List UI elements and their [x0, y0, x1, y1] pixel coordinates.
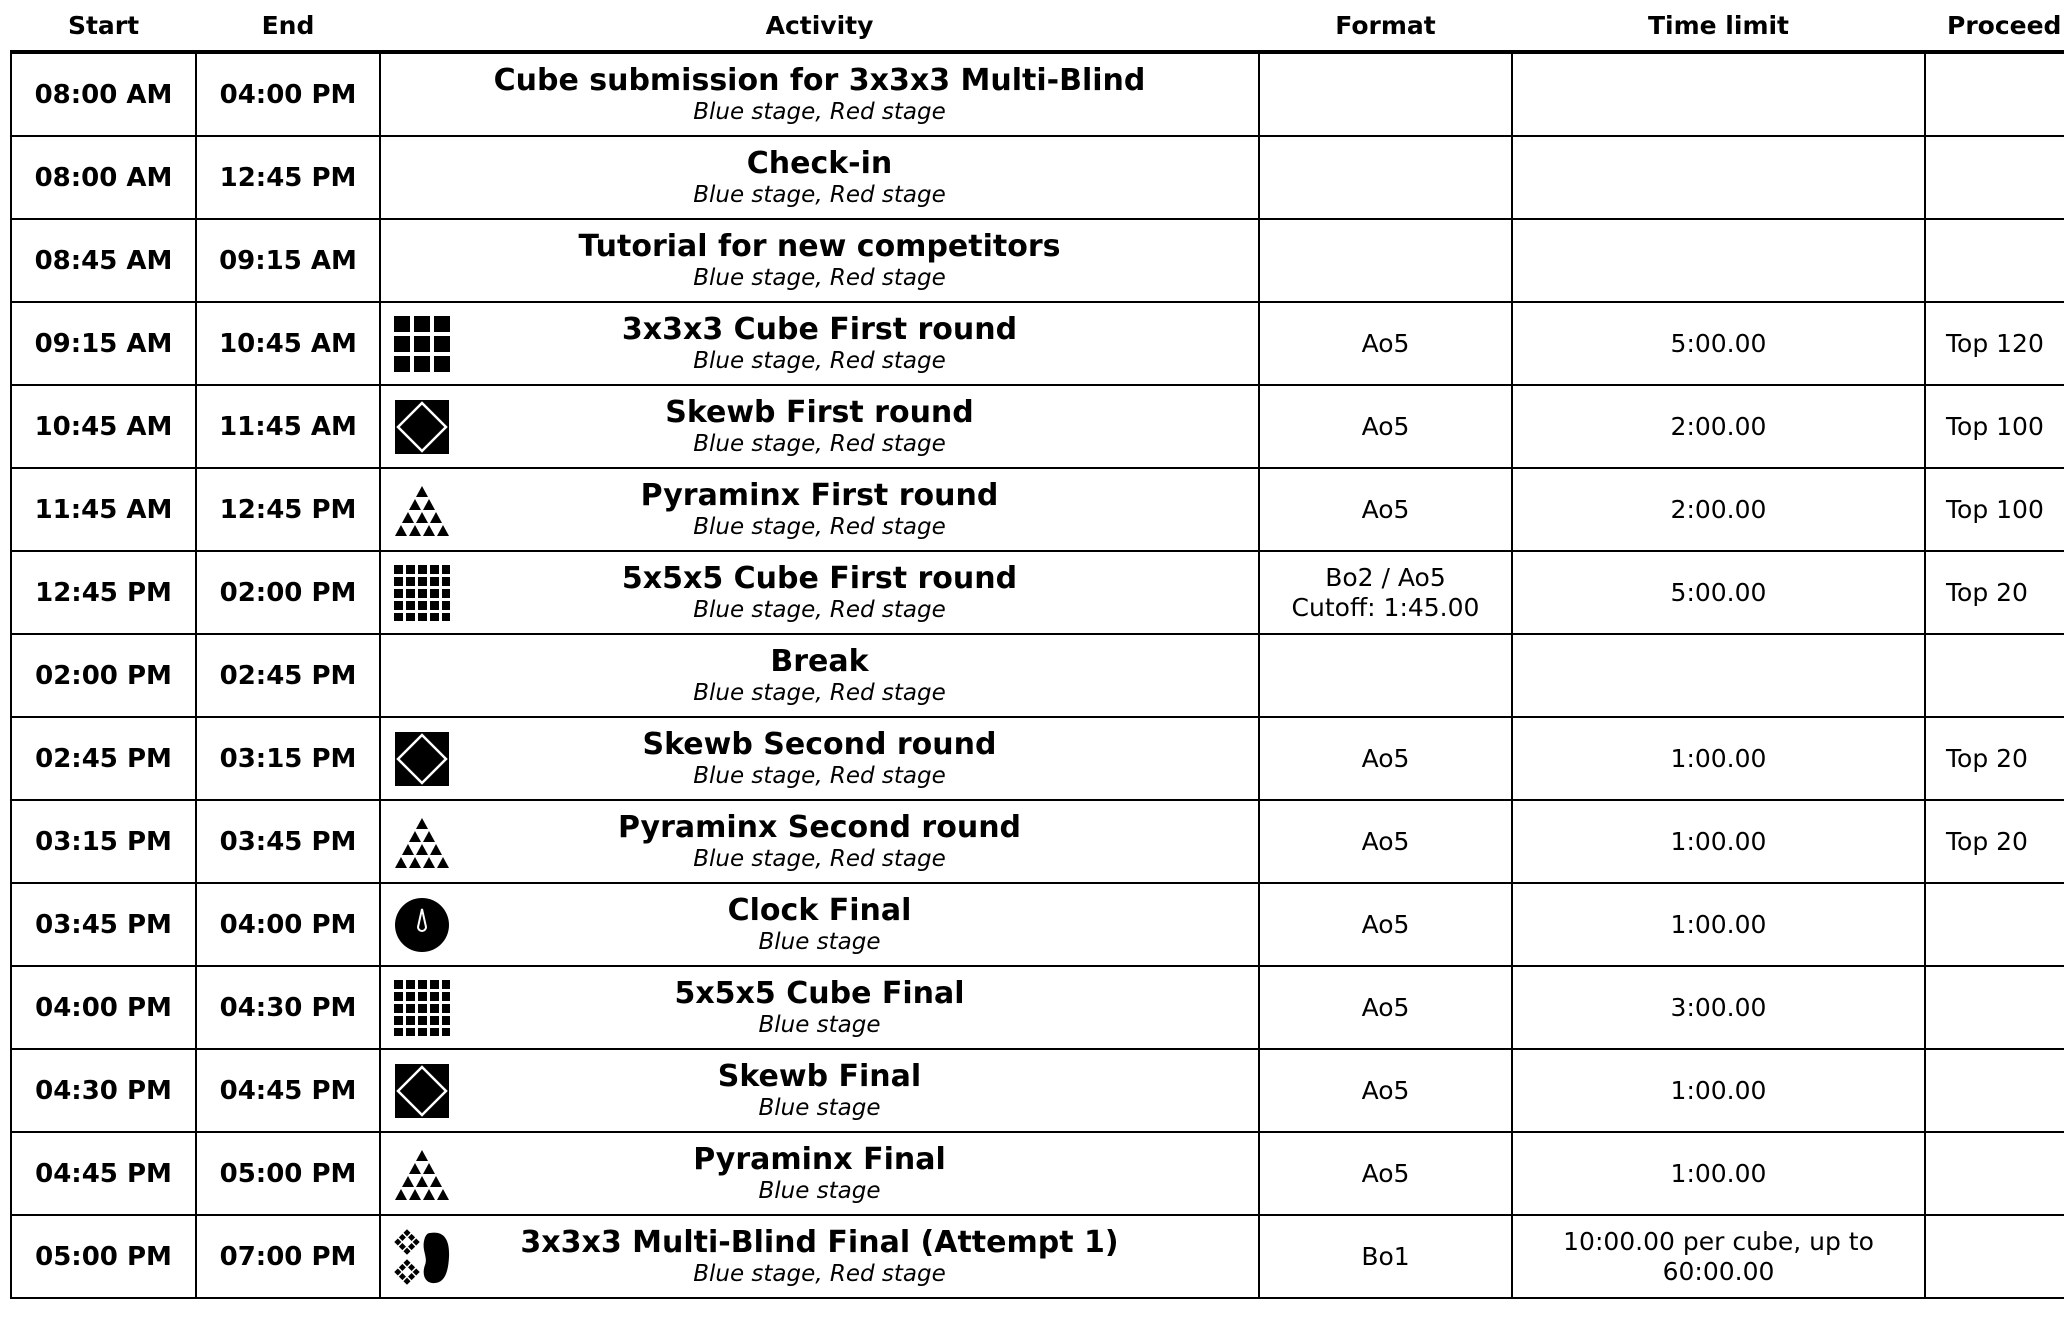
- format-value: Ao5: [1361, 494, 1410, 524]
- header-activity: Activity: [380, 0, 1259, 52]
- time-limit-value: 1:00.00: [1670, 826, 1767, 856]
- activity-room: Blue stage, Red stage: [693, 181, 946, 208]
- end-time: 05:00 PM: [196, 1132, 380, 1215]
- time-limit-cell: [1512, 717, 1925, 800]
- time-limit-value: 2:00.00: [1670, 494, 1767, 524]
- time-limit-value: 5:00.00: [1670, 577, 1767, 607]
- header-format: Format: [1259, 0, 1512, 52]
- format-value: Ao5: [1361, 1158, 1410, 1188]
- activity-cell: [380, 52, 1259, 136]
- table-row: [11, 468, 2064, 551]
- table-row: [11, 800, 2064, 883]
- start-time: 03:15 PM: [11, 800, 196, 883]
- schedule-body: [11, 52, 2064, 1298]
- time-limit-cell: [1512, 52, 1925, 136]
- table-row: [11, 1132, 2064, 1215]
- table-row: [11, 966, 2064, 1049]
- pyraminx-icon: [394, 1146, 450, 1202]
- format-value: Ao5: [1361, 1075, 1410, 1105]
- format-value: Ao5: [1361, 743, 1410, 773]
- format-cell: [1259, 136, 1512, 219]
- start-time: 03:45 PM: [11, 883, 196, 966]
- format-cell: [1259, 1215, 1512, 1298]
- format-cell: [1259, 551, 1512, 634]
- proceed-cell: Top 20: [1925, 800, 2064, 883]
- time-limit-value: 1:00.00: [1670, 1158, 1767, 1188]
- proceed-cell: Top 100: [1925, 468, 2064, 551]
- activity-room: Blue stage: [758, 1011, 881, 1038]
- proceed-cell: [1925, 883, 2064, 966]
- time-limit-value: 10:00.00 per cube, up to 60:00.00: [1563, 1226, 1874, 1286]
- time-limit-cell: [1512, 1049, 1925, 1132]
- activity-cell: [380, 302, 1259, 385]
- time-limit-value: 3:00.00: [1670, 992, 1767, 1022]
- format-cell: [1259, 883, 1512, 966]
- proceed-cell: [1925, 634, 2064, 717]
- end-time: 12:45 PM: [196, 136, 380, 219]
- format-cell: [1259, 717, 1512, 800]
- activity-cell: [380, 800, 1259, 883]
- format-cell: [1259, 1049, 1512, 1132]
- activity-room: Blue stage: [758, 1094, 881, 1121]
- table-row: [11, 1049, 2064, 1132]
- start-time: 11:45 AM: [11, 468, 196, 551]
- start-time: 05:00 PM: [11, 1215, 196, 1298]
- start-time: 08:45 AM: [11, 219, 196, 302]
- proceed-cell: [1925, 52, 2064, 136]
- header-end: End: [196, 0, 380, 52]
- table-row: [11, 1215, 2064, 1298]
- pyraminx-icon: [394, 482, 450, 538]
- activity-name: Pyraminx Second round: [617, 809, 1022, 845]
- format-cell: [1259, 219, 1512, 302]
- activity-room: Blue stage, Red stage: [693, 430, 946, 457]
- activity-room: Blue stage: [758, 928, 881, 955]
- activity-cell: [380, 551, 1259, 634]
- format-value: Bo2 / Ao5: [1325, 562, 1446, 592]
- activity-cell: [380, 1215, 1259, 1298]
- end-time: 03:15 PM: [196, 717, 380, 800]
- format-cell: [1259, 966, 1512, 1049]
- activity-room: Blue stage, Red stage: [693, 762, 946, 789]
- activity-room: Blue stage, Red stage: [693, 264, 946, 291]
- format-value: Bo1: [1361, 1241, 1410, 1271]
- time-limit-value: 2:00.00: [1670, 411, 1767, 441]
- time-limit-cell: [1512, 634, 1925, 717]
- end-time: 10:45 AM: [196, 302, 380, 385]
- time-limit-cell: [1512, 1132, 1925, 1215]
- activity-cell: [380, 634, 1259, 717]
- no-icon: [394, 233, 450, 289]
- no-icon: [394, 67, 450, 123]
- proceed-cell: Top 120: [1925, 302, 2064, 385]
- end-time: 04:00 PM: [196, 52, 380, 136]
- activity-cell: [380, 883, 1259, 966]
- end-time: 02:00 PM: [196, 551, 380, 634]
- activity-cell: [380, 966, 1259, 1049]
- activity-name: Skewb Second round: [642, 726, 997, 762]
- proceed-cell: Top 20: [1925, 717, 2064, 800]
- table-row: [11, 551, 2064, 634]
- format-cutoff: Cutoff: 1:45.00: [1291, 592, 1480, 622]
- format-cell: [1259, 634, 1512, 717]
- start-time: 04:45 PM: [11, 1132, 196, 1215]
- format-cell: [1259, 1132, 1512, 1215]
- end-time: 04:00 PM: [196, 883, 380, 966]
- activity-name: 3x3x3 Cube First round: [621, 311, 1018, 347]
- cube-5x5-icon: [394, 980, 450, 1036]
- activity-cell: [380, 136, 1259, 219]
- activity-name: Clock Final: [727, 892, 912, 928]
- activity-name: Skewb First round: [665, 394, 974, 430]
- time-limit-cell: [1512, 219, 1925, 302]
- activity-cell: [380, 1049, 1259, 1132]
- activity-room: Blue stage, Red stage: [693, 596, 946, 623]
- proceed-cell: Top 100: [1925, 385, 2064, 468]
- start-time: 04:00 PM: [11, 966, 196, 1049]
- proceed-cell: [1925, 136, 2064, 219]
- skewb-icon: [394, 399, 450, 455]
- activity-cell: [380, 1132, 1259, 1215]
- proceed-cell: [1925, 1215, 2064, 1298]
- time-limit-cell: [1512, 468, 1925, 551]
- table-row: [11, 136, 2064, 219]
- table-row: [11, 219, 2064, 302]
- proceed-cell: [1925, 1049, 2064, 1132]
- skewb-icon: [394, 1063, 450, 1119]
- table-row: [11, 717, 2064, 800]
- time-limit-cell: [1512, 800, 1925, 883]
- cube-3x3-icon: [394, 316, 450, 372]
- time-limit-value: 5:00.00: [1670, 328, 1767, 358]
- activity-name: 5x5x5 Cube Final: [674, 975, 965, 1011]
- header-time-limit: Time limit: [1512, 0, 1925, 52]
- time-limit-value: 1:00.00: [1670, 743, 1767, 773]
- activity-room: Blue stage, Red stage: [693, 347, 946, 374]
- activity-name: Break: [770, 643, 869, 679]
- format-value: Ao5: [1361, 411, 1410, 441]
- format-cell: [1259, 302, 1512, 385]
- activity-name: Check-in: [746, 145, 893, 181]
- activity-name: Pyraminx Final: [693, 1141, 946, 1177]
- activity-room: Blue stage, Red stage: [693, 513, 946, 540]
- proceed-cell: [1925, 219, 2064, 302]
- multiblind-icon: [394, 1229, 450, 1285]
- start-time: 09:15 AM: [11, 302, 196, 385]
- time-limit-cell: [1512, 1215, 1925, 1298]
- skewb-icon: [394, 731, 450, 787]
- header-proceed: Proceed: [1925, 0, 2064, 52]
- end-time: 04:30 PM: [196, 966, 380, 1049]
- format-value: Ao5: [1361, 328, 1410, 358]
- start-time: 08:00 AM: [11, 52, 196, 136]
- time-limit-cell: [1512, 385, 1925, 468]
- activity-room: Blue stage, Red stage: [693, 845, 946, 872]
- header-start: Start: [11, 0, 196, 52]
- activity-name: Skewb Final: [717, 1058, 922, 1094]
- end-time: 04:45 PM: [196, 1049, 380, 1132]
- table-row: [11, 883, 2064, 966]
- table-row: [11, 302, 2064, 385]
- activity-cell: [380, 219, 1259, 302]
- table-row: [11, 634, 2064, 717]
- proceed-cell: [1925, 1132, 2064, 1215]
- start-time: 02:00 PM: [11, 634, 196, 717]
- time-limit-value: 1:00.00: [1670, 909, 1767, 939]
- proceed-cell: [1925, 966, 2064, 1049]
- format-cell: [1259, 468, 1512, 551]
- time-limit-cell: [1512, 302, 1925, 385]
- time-limit-cell: [1512, 551, 1925, 634]
- no-icon: [394, 648, 450, 704]
- time-limit-cell: [1512, 966, 1925, 1049]
- activity-name: Pyraminx First round: [640, 477, 999, 513]
- format-cell: [1259, 800, 1512, 883]
- time-limit-cell: [1512, 883, 1925, 966]
- start-time: 12:45 PM: [11, 551, 196, 634]
- format-cell: [1259, 52, 1512, 136]
- table-row: [11, 385, 2064, 468]
- activity-room: Blue stage, Red stage: [693, 1260, 946, 1287]
- format-cell: [1259, 385, 1512, 468]
- activity-name: 3x3x3 Multi-Blind Final (Attempt 1): [520, 1224, 1119, 1260]
- end-time: 07:00 PM: [196, 1215, 380, 1298]
- activity-room: Blue stage, Red stage: [693, 98, 946, 125]
- end-time: 03:45 PM: [196, 800, 380, 883]
- no-icon: [394, 150, 450, 206]
- start-time: 08:00 AM: [11, 136, 196, 219]
- activity-cell: [380, 468, 1259, 551]
- activity-name: Tutorial for new competitors: [578, 228, 1061, 264]
- table-row: [11, 52, 2064, 136]
- format-value: Ao5: [1361, 826, 1410, 856]
- activity-name: Cube submission for 3x3x3 Multi-Blind: [493, 62, 1146, 98]
- end-time: 11:45 AM: [196, 385, 380, 468]
- time-limit-value: 1:00.00: [1670, 1075, 1767, 1105]
- activity-cell: [380, 717, 1259, 800]
- schedule-table: [10, 0, 2064, 1299]
- format-value: Ao5: [1361, 909, 1410, 939]
- clock-icon: [394, 897, 450, 953]
- start-time: 10:45 AM: [11, 385, 196, 468]
- activity-room: Blue stage, Red stage: [693, 679, 946, 706]
- format-value: Ao5: [1361, 992, 1410, 1022]
- activity-name: 5x5x5 Cube First round: [621, 560, 1018, 596]
- end-time: 09:15 AM: [196, 219, 380, 302]
- end-time: 02:45 PM: [196, 634, 380, 717]
- start-time: 04:30 PM: [11, 1049, 196, 1132]
- header-row: [11, 0, 2064, 52]
- start-time: 02:45 PM: [11, 717, 196, 800]
- activity-cell: [380, 385, 1259, 468]
- time-limit-cell: [1512, 136, 1925, 219]
- end-time: 12:45 PM: [196, 468, 380, 551]
- proceed-cell: Top 20: [1925, 551, 2064, 634]
- activity-room: Blue stage: [758, 1177, 881, 1204]
- pyraminx-icon: [394, 814, 450, 870]
- cube-5x5-icon: [394, 565, 450, 621]
